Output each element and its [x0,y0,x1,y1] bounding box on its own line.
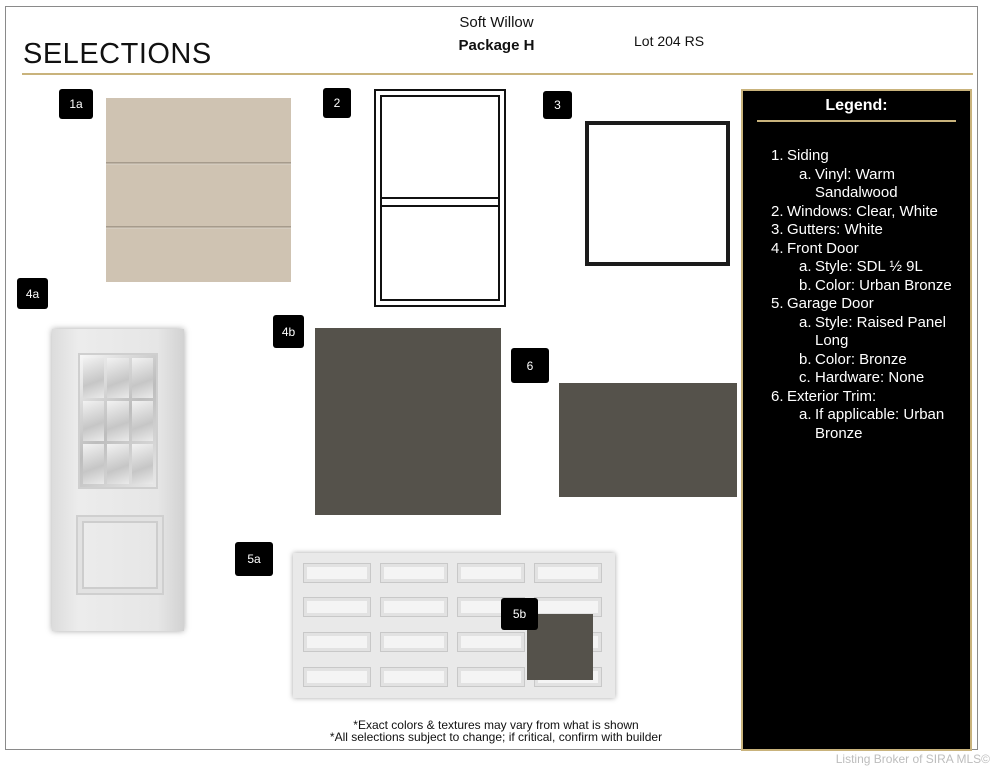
legend-subitem [771,166,964,203]
legend-panel [741,89,972,751]
badge-windows: 2 [323,88,351,118]
badge-trim: 6 [511,348,549,383]
legend-subitem [771,369,964,388]
badge-siding: 1a [59,89,93,119]
garage-panel [380,632,448,652]
legend-subitem-text: Hardware: None [815,369,925,386]
badge-garage-door: 5a [235,542,273,576]
legend-item-text: Front Door [787,239,859,257]
legend-item-number: 2. [771,202,784,220]
siding-seam [106,162,291,165]
badge-garage-color: 5b [501,598,538,630]
legend-title: Legend: [825,97,888,114]
window-meeting-rail [382,197,498,207]
legend-subitem-text: Vinyl: Warm Sandalwood [815,165,898,201]
legend-subitem-text: Color: Bronze [815,350,907,368]
garage-panel [380,667,448,687]
legend-item-number: 1. [771,147,784,164]
door-color-swatch [315,328,501,515]
badge-door-color: 4b [273,315,304,348]
community-name: Soft Willow [459,14,534,31]
legend-item-number: 6. [771,387,784,405]
front-door-image [52,329,184,631]
header-divider [22,73,973,75]
door-raised-panel [76,515,164,595]
garage-panel [303,667,371,687]
mls-watermark: Listing Broker of SIRA MLS© [835,752,990,766]
garage-panel [457,563,525,583]
legend-subitem-letter: a. [799,313,812,331]
legend-item [771,240,964,259]
badge-gutters: 3 [543,91,572,119]
legend-subitem [771,277,964,296]
legend-item [771,295,964,314]
page-title: SELECTIONS [23,38,212,70]
garage-panel [303,563,371,583]
legend-list [771,147,964,443]
window-frame [380,95,500,301]
legend-subitem [771,351,964,370]
legend-subitem-letter: a. [799,165,812,183]
legend-subitem [771,258,964,277]
legend-subitem-letter: a. [799,406,812,423]
legend-subitem [771,314,964,351]
legend-subitem-letter: b. [799,276,812,294]
trim-color-swatch [559,383,737,497]
garage-panel [534,563,602,583]
legend-item-text: Exterior Trim: [787,387,877,405]
legend-subitem [771,406,964,443]
footnote-colors: *Exact colors & textures may vary from what is shown [353,718,639,732]
legend-subitem-text: If applicable: Urban Bronze [815,406,945,442]
legend-item [771,203,964,222]
legend-item-text: Siding [787,147,829,164]
garage-panel [380,597,448,617]
garage-panel [457,632,525,652]
window-image [374,89,506,307]
legend-item-number: 3. [771,221,784,238]
legend-item-number: 4. [771,239,784,257]
legend-item-text: Gutters: White [787,221,883,238]
legend-divider [757,120,956,122]
legend-item [771,147,964,166]
legend-item [771,388,964,407]
garage-panel [457,667,525,687]
legend-item-text: Windows: Clear, White [787,202,938,220]
lot-number: Lot 204 RS [634,33,705,49]
garage-panel [303,597,371,617]
legend-item-number: 5. [771,295,784,312]
siding-seam [106,226,291,229]
legend-subitem-letter: b. [799,350,812,368]
legend-item-text: Garage Door [787,295,874,312]
legend-subitem-letter: a. [799,258,812,275]
door-glass-9-lite [78,353,158,489]
legend-subitem-text: Style: SDL ½ 9L [815,258,923,275]
gutter-swatch [585,121,730,266]
legend-item [771,221,964,240]
badge-front-door: 4a [17,278,48,309]
legend-subitem-letter: c. [799,369,811,386]
footnote-changes: *All selections subject to change; if critical, confirm with builder [329,730,663,744]
siding-swatch [106,98,291,282]
garage-panel [380,563,448,583]
garage-panel [303,632,371,652]
legend-subitem-text: Style: Raised Panel Long [815,313,946,349]
legend-subitem-text: Color: Urban Bronze [815,276,952,294]
package-name: Package H [458,37,535,54]
